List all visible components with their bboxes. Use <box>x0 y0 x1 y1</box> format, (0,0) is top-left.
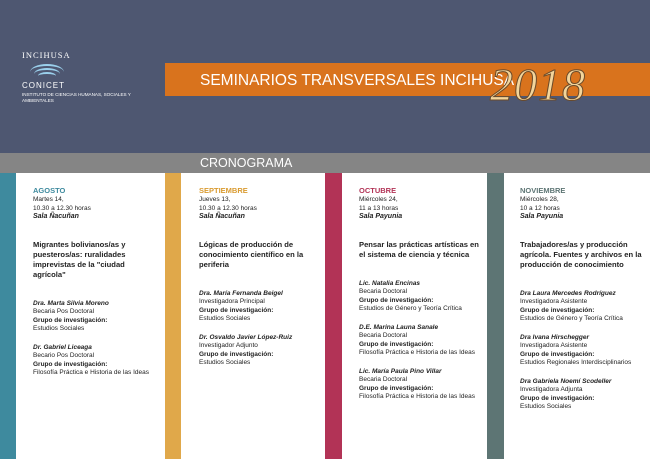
column-septiembre <box>199 186 319 378</box>
speaker-name: D.E. Marina Launa Sanale <box>359 323 439 331</box>
date-label: Miércoles 28, <box>520 196 559 203</box>
speaker-role: Investigadora Adjunta <box>520 386 583 393</box>
group-label: Grupo de investigación: <box>359 384 434 392</box>
group-label: Grupo de investigación: <box>359 296 434 304</box>
speaker-role: Becaria Doctoral <box>359 332 408 339</box>
column-octubre <box>359 186 479 412</box>
stripe-noviembre <box>487 173 504 459</box>
speaker <box>359 280 479 314</box>
speaker-role: Becaria Doctoral <box>359 376 408 383</box>
stripe-septiembre <box>165 173 181 459</box>
month-label: SEPTIEMBRE <box>199 186 248 195</box>
seminar-title: Migrantes bolivianos/as y puesteros/as: ruralidades imprevistas de la "ciudad agrícola" <box>33 239 126 279</box>
speaker-role: Investigadora Principal <box>199 298 265 305</box>
month-label: OCTUBRE <box>359 186 397 195</box>
speaker-name: Dr. Gabriel Liceaga <box>33 343 92 351</box>
speaker-name: Dra Gabriela Noemí Scodeller <box>520 377 612 385</box>
group-label: Grupo de investigación: <box>359 340 434 348</box>
time-label: 10.30 a 12.30 horas <box>199 204 257 212</box>
speaker-role: Becario Pos Doctoral <box>33 352 95 359</box>
seminar-title: Trabajadores/as y producción agrícola. Fuentes y archivos en la producción de conocimiento <box>520 239 642 269</box>
speaker-name: Dra. María Fernanda Beigel <box>199 289 283 297</box>
seminar-title: Pensar las prácticas artísticas en el sistema de ciencia y técnica <box>359 239 479 259</box>
logo-institute-text: INSTITUTO DE CIENCIAS HUMANAS, SOCIALES Y AMBIENTALES <box>22 92 131 103</box>
year-label: 2018 <box>490 59 586 110</box>
column-agosto <box>33 186 158 388</box>
page-title: SEMINARIOS TRANSVERSALES INCIHUSA <box>200 72 515 89</box>
room-label: Sala Payunia <box>520 213 564 220</box>
research-group: Filosofía Práctica e Historia de las Ideas <box>359 349 475 356</box>
research-group: Filosofía Práctica e Historia de las Ideas <box>359 393 475 400</box>
room-label: Sala Payunia <box>359 213 403 220</box>
speaker-name: Lic. María Paula Pino Villar <box>359 367 442 375</box>
speaker <box>520 334 645 368</box>
research-group: Estudios Sociales <box>33 325 85 332</box>
speaker <box>520 378 645 412</box>
seminar-title: Lógicas de producción de conocimiento científico en la periferia <box>199 239 304 269</box>
room-label: Sala Ñacuñan <box>199 213 245 220</box>
logo-arc-icon <box>30 62 64 80</box>
group-label: Grupo de investigación: <box>33 316 108 324</box>
group-label: Grupo de investigación: <box>520 350 595 358</box>
speaker-role: Becaria Doctoral <box>359 288 408 295</box>
time-label: 10 a 12 horas <box>520 204 560 212</box>
date-label: Miércoles 24, <box>359 196 398 203</box>
time-label: 10.30 a 12.30 horas <box>33 204 91 212</box>
speaker-name: Lic. Natalia Encinas <box>359 279 421 287</box>
research-group: Estudios de Género y Teoría Crítica <box>359 305 462 312</box>
column-noviembre <box>520 186 645 422</box>
speaker-name: Dr. Osvaldo Javier López-Ruiz <box>199 333 293 341</box>
research-group: Filosofía Práctica e Historia de las Ideas <box>33 369 149 376</box>
room-label: Sala Ñacuñan <box>33 213 79 220</box>
research-group: Estudios Sociales <box>199 359 251 366</box>
speaker-role: Becaria Pos Doctoral <box>33 308 95 315</box>
speaker-name: Dra Ivana Hirschegger <box>520 333 590 341</box>
speaker <box>33 300 158 334</box>
group-label: Grupo de investigación: <box>199 350 274 358</box>
time-label: 11 a 13 horas <box>359 204 399 212</box>
speaker <box>199 334 319 368</box>
speaker <box>359 368 479 402</box>
research-group: Estudios de Género y Teoría Crítica <box>520 315 623 322</box>
speaker <box>33 344 158 378</box>
logo-incihusa-text: INCIHUSA <box>22 50 71 60</box>
logo-conicet-text: CONICET <box>22 81 65 90</box>
speaker-role: Investigador Adjunto <box>199 342 258 349</box>
month-label: AGOSTO <box>33 186 66 195</box>
speaker-role: Investigadora Asistente <box>520 342 588 349</box>
group-label: Grupo de investigación: <box>199 306 274 314</box>
incihusa-conicet-logo <box>22 50 132 104</box>
research-group: Estudios Sociales <box>520 403 572 410</box>
speaker <box>359 324 479 358</box>
research-group: Estudios Sociales <box>199 315 251 322</box>
group-label: Grupo de investigación: <box>520 306 595 314</box>
cronograma-bar <box>0 153 650 173</box>
stripe-octubre <box>325 173 342 459</box>
date-label: Jueves 13, <box>199 196 231 203</box>
speaker <box>520 290 645 324</box>
group-label: Grupo de investigación: <box>33 360 108 368</box>
speaker-role: Investigadora Asistente <box>520 298 588 305</box>
research-group: Estudios Regionales Interdisciplinarios <box>520 359 632 366</box>
month-label: NOVIEMBRE <box>520 186 566 195</box>
header <box>0 0 650 153</box>
group-label: Grupo de investigación: <box>520 394 595 402</box>
cronograma-label: CRONOGRAMA <box>200 156 293 170</box>
date-label: Martes 14, <box>33 196 64 203</box>
speaker-name: Dra Laura Mercedes Rodríguez <box>520 289 616 297</box>
speaker <box>199 290 319 324</box>
stripe-agosto <box>0 173 16 459</box>
speaker-name: Dra. Marta Silvia Moreno <box>33 299 109 307</box>
